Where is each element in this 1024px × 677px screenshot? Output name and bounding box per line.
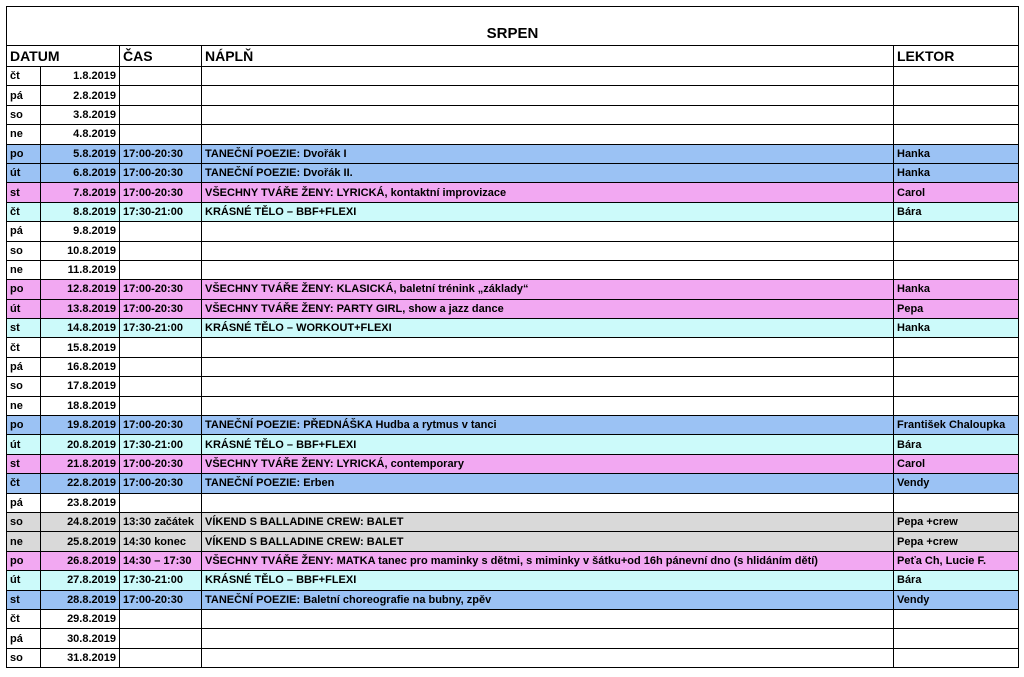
time-cell: 17:00-20:30 bbox=[120, 144, 202, 163]
table-row bbox=[7, 67, 1019, 86]
day-cell: pá bbox=[7, 86, 41, 105]
day-cell: ne bbox=[7, 125, 41, 144]
lector-cell bbox=[894, 609, 1019, 628]
time-cell bbox=[120, 629, 202, 648]
lector-cell: Carol bbox=[894, 454, 1019, 473]
schedule-sheet bbox=[6, 6, 1018, 668]
date-cell: 3.8.2019 bbox=[41, 105, 120, 124]
date-cell: 10.8.2019 bbox=[41, 241, 120, 260]
day-cell: út bbox=[7, 299, 41, 318]
table-row bbox=[7, 280, 1019, 299]
date-cell: 11.8.2019 bbox=[41, 260, 120, 279]
program-cell bbox=[202, 609, 894, 628]
program-cell: VÍKEND S BALLADINE CREW: BALET bbox=[202, 512, 894, 531]
day-cell: so bbox=[7, 648, 41, 667]
table-row bbox=[7, 590, 1019, 609]
day-cell: út bbox=[7, 571, 41, 590]
time-cell: 17:30-21:00 bbox=[120, 319, 202, 338]
time-cell: 17:00-20:30 bbox=[120, 416, 202, 435]
title-row bbox=[7, 7, 1019, 46]
time-cell bbox=[120, 493, 202, 512]
date-cell: 8.8.2019 bbox=[41, 202, 120, 221]
time-cell: 17:00-20:30 bbox=[120, 299, 202, 318]
time-cell bbox=[120, 260, 202, 279]
time-cell: 17:30-21:00 bbox=[120, 435, 202, 454]
lector-cell bbox=[894, 105, 1019, 124]
header-datum: DATUM bbox=[7, 46, 120, 67]
program-cell: VŠECHNY TVÁŘE ŽENY: KLASICKÁ, baletní trénink „základy“ bbox=[202, 280, 894, 299]
date-cell: 29.8.2019 bbox=[41, 609, 120, 628]
program-cell: VŠECHNY TVÁŘE ŽENY: LYRICKÁ, kontaktní improvizace bbox=[202, 183, 894, 202]
schedule-table bbox=[6, 6, 1019, 668]
table-row bbox=[7, 474, 1019, 493]
day-cell: ne bbox=[7, 260, 41, 279]
date-cell: 4.8.2019 bbox=[41, 125, 120, 144]
program-cell: VŠECHNY TVÁŘE ŽENY: LYRICKÁ, contemporary bbox=[202, 454, 894, 473]
lector-cell bbox=[894, 357, 1019, 376]
date-cell: 6.8.2019 bbox=[41, 163, 120, 182]
lector-cell bbox=[894, 67, 1019, 86]
date-cell: 15.8.2019 bbox=[41, 338, 120, 357]
table-row bbox=[7, 512, 1019, 531]
lector-cell: Pepa +crew bbox=[894, 532, 1019, 551]
table-row bbox=[7, 222, 1019, 241]
date-cell: 26.8.2019 bbox=[41, 551, 120, 570]
time-cell: 17:00-20:30 bbox=[120, 454, 202, 473]
day-cell: út bbox=[7, 163, 41, 182]
program-cell bbox=[202, 222, 894, 241]
lector-cell: Bára bbox=[894, 571, 1019, 590]
program-cell: TANEČNÍ POEZIE: Erben bbox=[202, 474, 894, 493]
program-cell bbox=[202, 105, 894, 124]
program-cell bbox=[202, 86, 894, 105]
day-cell: čt bbox=[7, 67, 41, 86]
date-cell: 13.8.2019 bbox=[41, 299, 120, 318]
lector-cell bbox=[894, 629, 1019, 648]
time-cell: 17:00-20:30 bbox=[120, 163, 202, 182]
program-cell bbox=[202, 493, 894, 512]
lector-cell: Carol bbox=[894, 183, 1019, 202]
time-cell: 17:00-20:30 bbox=[120, 590, 202, 609]
date-cell: 16.8.2019 bbox=[41, 357, 120, 376]
program-cell: KRÁSNÉ TĚLO – BBF+FLEXI bbox=[202, 571, 894, 590]
lector-cell bbox=[894, 396, 1019, 415]
time-cell bbox=[120, 105, 202, 124]
program-cell: KRÁSNÉ TĚLO – BBF+FLEXI bbox=[202, 435, 894, 454]
time-cell: 17:30-21:00 bbox=[120, 202, 202, 221]
day-cell: st bbox=[7, 590, 41, 609]
lector-cell: Peťa Ch, Lucie F. bbox=[894, 551, 1019, 570]
lector-cell bbox=[894, 377, 1019, 396]
time-cell bbox=[120, 125, 202, 144]
program-cell bbox=[202, 377, 894, 396]
program-cell bbox=[202, 67, 894, 86]
table-row bbox=[7, 435, 1019, 454]
day-cell: pá bbox=[7, 357, 41, 376]
time-cell: 17:00-20:30 bbox=[120, 183, 202, 202]
time-cell: 17:30-21:00 bbox=[120, 571, 202, 590]
program-cell bbox=[202, 396, 894, 415]
table-row bbox=[7, 163, 1019, 182]
table-row bbox=[7, 357, 1019, 376]
day-cell: pá bbox=[7, 222, 41, 241]
date-cell: 9.8.2019 bbox=[41, 222, 120, 241]
lector-cell: František Chaloupka bbox=[894, 416, 1019, 435]
table-row bbox=[7, 260, 1019, 279]
lector-cell bbox=[894, 648, 1019, 667]
program-cell: KRÁSNÉ TĚLO – BBF+FLEXI bbox=[202, 202, 894, 221]
date-cell: 1.8.2019 bbox=[41, 67, 120, 86]
day-cell: so bbox=[7, 105, 41, 124]
day-cell: ne bbox=[7, 532, 41, 551]
table-row bbox=[7, 125, 1019, 144]
header-lektor: LEKTOR bbox=[894, 46, 1019, 67]
header-napln: NÁPLŇ bbox=[202, 46, 894, 67]
table-row bbox=[7, 105, 1019, 124]
lector-cell bbox=[894, 260, 1019, 279]
date-cell: 2.8.2019 bbox=[41, 86, 120, 105]
date-cell: 28.8.2019 bbox=[41, 590, 120, 609]
table-row bbox=[7, 416, 1019, 435]
program-cell: KRÁSNÉ TĚLO – WORKOUT+FLEXI bbox=[202, 319, 894, 338]
date-cell: 19.8.2019 bbox=[41, 416, 120, 435]
time-cell: 14:30 konec bbox=[120, 532, 202, 551]
program-cell: TANEČNÍ POEZIE: Baletní choreografie na bubny, zpěv bbox=[202, 590, 894, 609]
lector-cell: Hanka bbox=[894, 163, 1019, 182]
program-cell bbox=[202, 648, 894, 667]
lector-cell bbox=[894, 493, 1019, 512]
table-row bbox=[7, 241, 1019, 260]
day-cell: čt bbox=[7, 338, 41, 357]
date-cell: 30.8.2019 bbox=[41, 629, 120, 648]
time-cell: 13:30 začátek bbox=[120, 512, 202, 531]
program-cell bbox=[202, 125, 894, 144]
time-cell: 17:00-20:30 bbox=[120, 280, 202, 299]
table-row bbox=[7, 319, 1019, 338]
time-cell bbox=[120, 396, 202, 415]
lector-cell: Vendy bbox=[894, 474, 1019, 493]
time-cell bbox=[120, 338, 202, 357]
lector-cell: Pepa bbox=[894, 299, 1019, 318]
date-cell: 14.8.2019 bbox=[41, 319, 120, 338]
date-cell: 27.8.2019 bbox=[41, 571, 120, 590]
date-cell: 17.8.2019 bbox=[41, 377, 120, 396]
day-cell: so bbox=[7, 377, 41, 396]
month-title: SRPEN bbox=[7, 7, 1019, 46]
lector-cell bbox=[894, 222, 1019, 241]
day-cell: st bbox=[7, 183, 41, 202]
time-cell bbox=[120, 241, 202, 260]
table-row bbox=[7, 571, 1019, 590]
lector-cell: Vendy bbox=[894, 590, 1019, 609]
table-row bbox=[7, 493, 1019, 512]
day-cell: čt bbox=[7, 609, 41, 628]
table-row bbox=[7, 86, 1019, 105]
day-cell: po bbox=[7, 416, 41, 435]
day-cell: út bbox=[7, 435, 41, 454]
date-cell: 20.8.2019 bbox=[41, 435, 120, 454]
lector-cell bbox=[894, 338, 1019, 357]
day-cell: ne bbox=[7, 396, 41, 415]
lector-cell: Bára bbox=[894, 435, 1019, 454]
program-cell: TANEČNÍ POEZIE: Dvořák II. bbox=[202, 163, 894, 182]
table-row bbox=[7, 396, 1019, 415]
table-row bbox=[7, 629, 1019, 648]
time-cell bbox=[120, 648, 202, 667]
time-cell bbox=[120, 222, 202, 241]
table-row bbox=[7, 532, 1019, 551]
header-cas: ČAS bbox=[120, 46, 202, 67]
time-cell: 14:30 – 17:30 bbox=[120, 551, 202, 570]
day-cell: čt bbox=[7, 202, 41, 221]
lector-cell bbox=[894, 86, 1019, 105]
header-row bbox=[7, 46, 1019, 67]
time-cell: 17:00-20:30 bbox=[120, 474, 202, 493]
program-cell bbox=[202, 241, 894, 260]
program-cell: TANEČNÍ POEZIE: PŘEDNÁŠKA Hudba a rytmus v tanci bbox=[202, 416, 894, 435]
time-cell bbox=[120, 86, 202, 105]
day-cell: pá bbox=[7, 493, 41, 512]
lector-cell: Bára bbox=[894, 202, 1019, 221]
program-cell bbox=[202, 260, 894, 279]
date-cell: 18.8.2019 bbox=[41, 396, 120, 415]
table-row bbox=[7, 648, 1019, 667]
table-row bbox=[7, 202, 1019, 221]
day-cell: po bbox=[7, 280, 41, 299]
date-cell: 12.8.2019 bbox=[41, 280, 120, 299]
date-cell: 24.8.2019 bbox=[41, 512, 120, 531]
time-cell bbox=[120, 377, 202, 396]
table-row bbox=[7, 338, 1019, 357]
program-cell: VŠECHNY TVÁŘE ŽENY: MATKA tanec pro maminky s dětmi, s miminky v šátku+od 16h pánevní dno (s hlidáním dětí) bbox=[202, 551, 894, 570]
date-cell: 22.8.2019 bbox=[41, 474, 120, 493]
time-cell bbox=[120, 67, 202, 86]
date-cell: 21.8.2019 bbox=[41, 454, 120, 473]
table-row bbox=[7, 377, 1019, 396]
date-cell: 23.8.2019 bbox=[41, 493, 120, 512]
program-cell: VŠECHNY TVÁŘE ŽENY: PARTY GIRL, show a jazz dance bbox=[202, 299, 894, 318]
program-cell: TANEČNÍ POEZIE: Dvořák I bbox=[202, 144, 894, 163]
table-row bbox=[7, 551, 1019, 570]
program-cell: VÍKEND S BALLADINE CREW: BALET bbox=[202, 532, 894, 551]
day-cell: so bbox=[7, 512, 41, 531]
lector-cell bbox=[894, 241, 1019, 260]
day-cell: st bbox=[7, 454, 41, 473]
day-cell: po bbox=[7, 551, 41, 570]
lector-cell: Hanka bbox=[894, 280, 1019, 299]
table-row bbox=[7, 144, 1019, 163]
date-cell: 5.8.2019 bbox=[41, 144, 120, 163]
table-row bbox=[7, 183, 1019, 202]
time-cell bbox=[120, 609, 202, 628]
lector-cell: Hanka bbox=[894, 319, 1019, 338]
lector-cell: Hanka bbox=[894, 144, 1019, 163]
day-cell: po bbox=[7, 144, 41, 163]
lector-cell bbox=[894, 125, 1019, 144]
date-cell: 31.8.2019 bbox=[41, 648, 120, 667]
table-row bbox=[7, 609, 1019, 628]
date-cell: 25.8.2019 bbox=[41, 532, 120, 551]
table-row bbox=[7, 454, 1019, 473]
table-row bbox=[7, 299, 1019, 318]
day-cell: pá bbox=[7, 629, 41, 648]
date-cell: 7.8.2019 bbox=[41, 183, 120, 202]
lector-cell: Pepa +crew bbox=[894, 512, 1019, 531]
program-cell bbox=[202, 357, 894, 376]
program-cell bbox=[202, 629, 894, 648]
day-cell: so bbox=[7, 241, 41, 260]
program-cell bbox=[202, 338, 894, 357]
day-cell: st bbox=[7, 319, 41, 338]
day-cell: čt bbox=[7, 474, 41, 493]
time-cell bbox=[120, 357, 202, 376]
